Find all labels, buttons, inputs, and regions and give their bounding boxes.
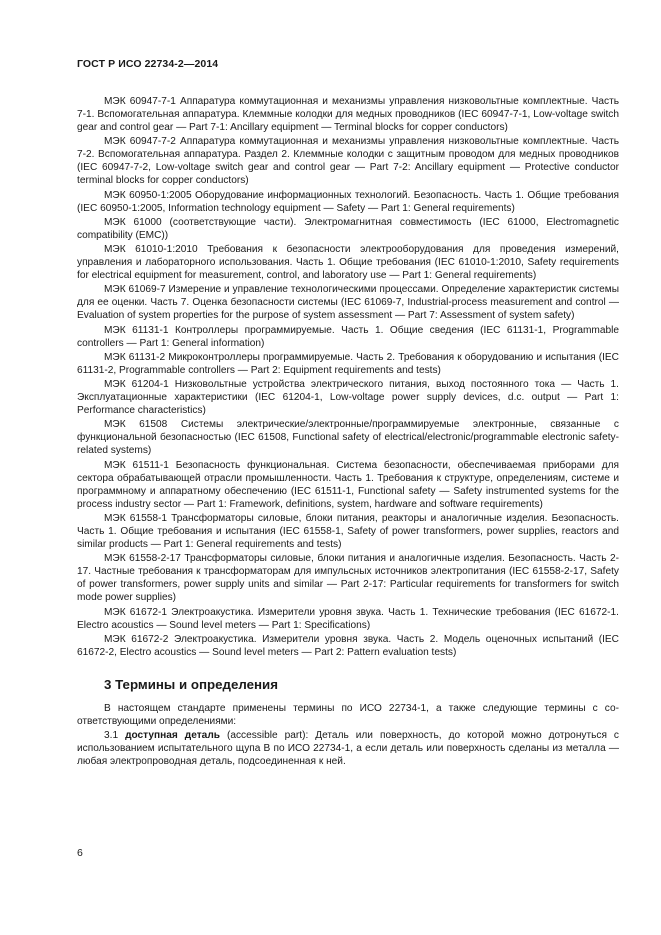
normative-references-list — [77, 95, 619, 659]
reference-item: МЭК 61511-1 Безопасность функциональная. Система безопасности, обеспечиваемая приборами для сектора обрабатывающей отрасли промышленности. Часть 1. Требования к структуре, определениям, системе и программному и аппаратному обеспечению (IEC 61511-1, Functional safety — Safety instrumented systems for the process industry sector — Part 1: Framework, definitions, system, hardware and software requirements) — [77, 459, 619, 510]
page-number: 6 — [77, 847, 83, 859]
document-header: ГОСТ Р ИСО 22734-2—2014 — [77, 58, 219, 70]
reference-item: МЭК 60950-1:2005 Оборудование информационных технологий. Безопасность. Часть 1. Общие требования (IEC 60950-1:2005, Information technology equipment — Safety — Part 1: General requirements) — [77, 189, 619, 214]
reference-item: МЭК 61069-7 Измерение и управление технологическими процессами. Определение характеристик системы для ее оценки. Часть 7. Оценка безопасности системы (IEC 61069-7, Industrial-process measurement and control — Evaluation of system properties for the purpose of system assessment — Part 7: Assessment of system safety) — [77, 284, 619, 322]
reference-item: МЭК 61558-1 Трансформаторы силовые, блоки питания, реакторы и аналогичные изделия. Безопасность. Часть 1. Общие требования и испытания (IEC 61558-1, Safety of power transformers, power supplies, reactors and similar products — Part 1: General requirements and tests) — [77, 513, 619, 551]
document-body — [77, 95, 619, 769]
term-name: доступная деталь — [125, 730, 220, 742]
reference-item: МЭК 60947-7-1 Аппаратура коммутационная и механизмы управления низковольтные комплектные. Часть 7-1. Вспомогательная аппаратура. Клеммные колодки для медных проводников (IEC 60947-7-1, Low-voltage switch gear and control gear — Part 7-1: Ancillary equipment — Terminal blocks for copper conductors) — [77, 96, 619, 134]
term-definition-text: (accessible part): Деталь или поверхность, до которой можно дотронуться с использованием испытательного щупа B по ИСО 22734-1, а если деталь или поверхность сделаны из металла — любая электропроводная деталь, подсоединенная к ней. — [77, 730, 619, 768]
reference-item: МЭК 61672-1 Электроакустика. Измерители уровня звука. Часть 1. Технические требования (IEC 61672-1. Electro acoustics — Sound level meters — Part 1: Specifications) — [77, 606, 619, 631]
reference-item: МЭК 61131-2 Микроконтроллеры программируемые. Часть 2. Требования к оборудованию и испытания (IEC 61131-2, Programmable controllers — Part 2: Equipment requirements and tests) — [77, 351, 619, 376]
reference-item: МЭК 60947-7-2 Аппаратура коммутационная и механизмы управления низковольтные комплектные. Часть 7-2. Вспомогательная аппаратура. Раздел 2. Клеммные колодки с защитным проводом для медных проводников (IEC 60947-7-2, Low-voltage switch gear and control gear — Part 7-2: Ancillary equipment — Protective conductor terminal blocks for copper conductors) — [77, 136, 619, 187]
term-definition — [77, 729, 619, 768]
reference-item: МЭК 61000 (соответствующие части). Электромагнитная совместимость (IEC 61000, Electromagnetic compatibility (EMC)) — [77, 216, 619, 241]
reference-item: МЭК 61131-1 Контроллеры программируемые. Часть 1. Общие сведения (IEC 61131-1, Programmable controllers — Part 1: General information) — [77, 324, 619, 349]
section-title: 3 Термины и определения — [104, 676, 278, 692]
reference-item: МЭК 61010-1:2010 Требования к безопасности электрооборудования для проведения измерений, управления и лабораторного использования. Часть 1. Общие требования (IEC 61010-1:2010, Safety requirements for electrical equipment for measurement, control, and laboratory use — Part 1: General requirements) — [77, 244, 619, 282]
section-intro: В настоящем стандарте применены термины по ИСО 22734-1, а также следующие термины с соответствующими определениями: — [77, 702, 619, 727]
term-number: 3.1 — [104, 730, 126, 742]
reference-item: МЭК 61508 Системы электрические/электронные/программируемые электронные, связанные с функциональной безопасностью (IEC 61508, Functional safety of electrical/electronic/programmable electronic safety-related systems) — [77, 419, 619, 457]
reference-item: МЭК 61558-2-17 Трансформаторы силовые, блоки питания и аналогичные изделия. Безопасность. Часть 2-17. Частные требования к трансформаторам для импульсных источников электропитания (IEC 61558-2-17, Safety of power transformers, power supply units and similar — Part 2-17: Particular requirements for transformers for switch mode power supplies) — [77, 553, 619, 604]
reference-item: МЭК 61204-1 Низковольтные устройства электрического питания, выход постоянного тока — Часть 1. Эксплуатационные характеристики (IEC 61204-1, Low-voltage power supply devices, d.c. output — Part 1: Performance characteristics) — [77, 379, 619, 417]
reference-item: МЭК 61672-2 Электроакустика. Измерители уровня звука. Часть 2. Модель оценочных испытаний (IEC 61672-2, Electro acoustics — Sound level meters — Part 2: Pattern evaluation tests) — [77, 633, 619, 658]
